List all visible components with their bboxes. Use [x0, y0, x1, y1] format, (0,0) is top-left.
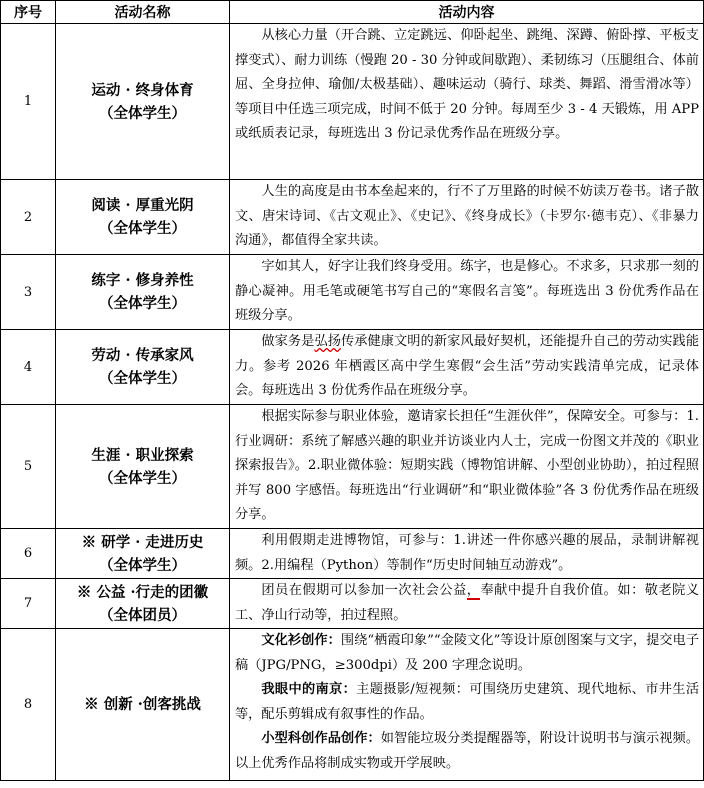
row-seq: 4	[1, 330, 56, 405]
activity-audience: （全体学生）	[99, 469, 186, 487]
row-name	[56, 180, 230, 255]
content-item	[235, 727, 699, 776]
row-content	[230, 529, 704, 579]
content-item	[235, 629, 699, 678]
table-row	[1, 529, 704, 579]
content-part: 团员在假期可以参加一次社会公益	[261, 583, 467, 598]
activity-audience: （全体学生）	[99, 556, 186, 574]
content-underlined: ，	[466, 583, 481, 598]
row-content	[230, 579, 704, 629]
activity-title: 练字 · 修身养性	[91, 272, 194, 289]
content-text: 字如其人，好字让我们终身受用。练字，也是修心。不求多，只求那一刻的静心凝神。用毛笔或硬笔书写自己的“寒假名言笺”。每班选出 3 份优秀作品在班级分享。	[235, 259, 699, 323]
activity-title: 劳动 · 传承家风	[91, 347, 194, 364]
row-name	[56, 629, 230, 781]
content-part: 奉献中提升自我价值。如：敬老院义工、净山行动等，拍过程照。	[235, 583, 700, 623]
content-text	[235, 579, 699, 628]
content-text: 利用假期走进博物馆，可参与：1.讲述一件你感兴趣的展品，录制讲解视频。2.用编程（Python）等制作“历史时间轴互动游戏”。	[235, 533, 699, 573]
content-text: 从核心力量（开合跳、立定跳远、仰卧起坐、跳绳、深蹲、俯卧撑、平板支撑变式）、耐力训练（慢跑 20 - 30 分钟或间歇跑）、柔韧练习（压腿组合、体前屈、全身拉伸、瑜伽/太极基础）、趣味运动（骑行、球类、舞蹈、滑雪滑冰等）等项目中任选三项完成，时间不低于 20 分钟。每周至少 3 - 4 天锻炼，用 APP 或纸质表记录，每班选出 3 份记录优秀作品在班级分享。	[235, 28, 699, 141]
activity-title: 生涯 · 职业探索	[91, 446, 194, 464]
activity-audience: （全体团员）	[99, 606, 186, 624]
table-row	[1, 330, 704, 405]
header-row	[1, 1, 704, 24]
item-title: 文化衫创作：	[261, 633, 341, 648]
header-content: 活动内容	[230, 1, 704, 24]
row-name	[56, 330, 230, 405]
content-item	[235, 678, 699, 727]
row-content	[230, 330, 704, 405]
activity-audience: （全体学生）	[99, 104, 186, 122]
row-seq: 3	[1, 255, 56, 330]
activity-title: ※ 公益 ·行走的团徽	[76, 583, 209, 601]
activity-title: 运动 · 终身体育	[91, 81, 194, 99]
row-content	[230, 180, 704, 255]
activity-audience: （全体学生）	[99, 370, 186, 387]
row-seq: 8	[1, 629, 56, 781]
content-text	[235, 330, 699, 404]
content-text: 人生的高度是由书本垒起来的，行不了万里路的时候不妨读万卷书。诸子散文、唐宋诗词、《古文观止》、《史记》、《终身成长》（卡罗尔·德韦克）、《非暴力沟通》，都值得全家共读。	[235, 184, 699, 248]
activity-title: ※ 创新 ·创客挑战	[84, 696, 201, 713]
item-text: 如智能垃圾分类提醒器等，附设计说明书与演示视频。以上优秀作品将制成实物或开学展映。	[235, 731, 700, 771]
row-name	[56, 24, 230, 180]
row-name	[56, 405, 230, 529]
row-content	[230, 629, 704, 781]
row-content	[230, 24, 704, 180]
header-seq: 序号	[1, 1, 56, 24]
item-title: 小型科创作品创作：	[261, 731, 381, 746]
row-content	[230, 405, 704, 529]
table-row	[1, 405, 704, 529]
item-text: 围绕“栖霞印象”“金陵文化”等设计原创图案与文字，提交电子稿（JPG/PNG，≥300dpi）及 200 字理念说明。	[235, 633, 700, 673]
activity-audience: （全体学生）	[99, 295, 186, 312]
table-row	[1, 629, 704, 781]
activity-audience: （全体学生）	[99, 220, 186, 237]
table-row	[1, 579, 704, 629]
content-part: 传承健康文明的新家风最好契机，还能提升自己的劳动实践能力。参考 2026 年栖霞区高中学生寒假“会生活”劳动实践清单完成，记录体会。每班选出 3 份优秀作品在班级分享。	[235, 334, 700, 398]
row-name	[56, 579, 230, 629]
row-seq: 6	[1, 529, 56, 579]
item-title: 我眼中的南京：	[261, 682, 357, 697]
row-content	[230, 255, 704, 330]
row-name	[56, 255, 230, 330]
row-seq: 5	[1, 405, 56, 529]
row-seq: 7	[1, 579, 56, 629]
activity-title: ※ 研学 · 走进历史	[81, 533, 204, 551]
activity-title: 阅读 · 厚重光阴	[91, 197, 194, 214]
header-name: 活动名称	[56, 1, 230, 24]
table-row	[1, 255, 704, 330]
row-name	[56, 529, 230, 579]
content-text: 根据实际参与职业体验，邀请家长担任“生涯伙伴”，保障安全。可参与：1.行业调研：系统了解感兴趣的职业并访谈业内人士，完成一份图文并茂的《职业探索报告》。2.职业微体验：短期实践（博物馆讲解、小型创业协助），拍过程照并写 800 字感悟。每班选出“行业调研”和“职业微体验”各 3 份优秀作品在班级分享。	[235, 409, 699, 522]
item-text: 主题摄影/短视频：可围绕历史建筑、现代地标、市井生活等，配乐剪辑成有叙事性的作品。	[235, 682, 700, 722]
content-underlined: 弘扬	[314, 334, 341, 349]
table-row	[1, 24, 704, 180]
table-row	[1, 180, 704, 255]
row-seq: 2	[1, 180, 56, 255]
content-part: 做家务是	[261, 334, 315, 349]
row-seq: 1	[1, 24, 56, 180]
